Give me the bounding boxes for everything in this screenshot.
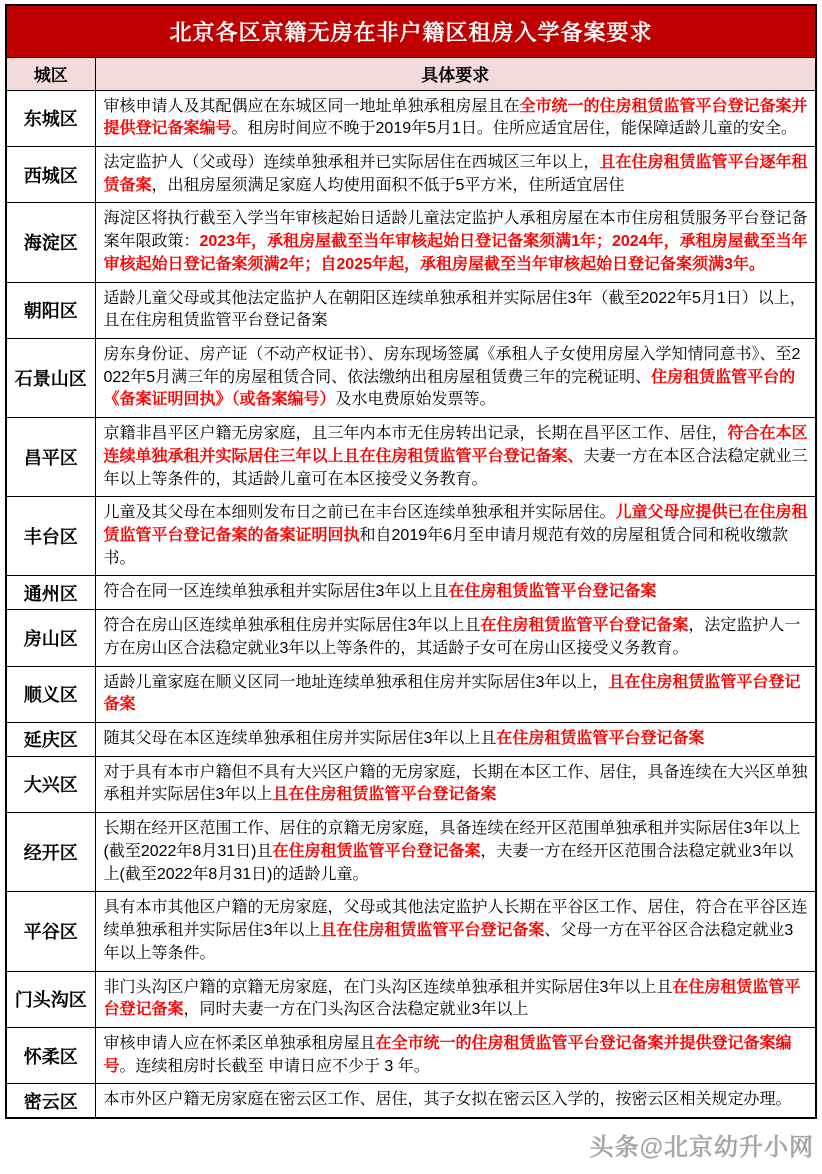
district-cell: 西城区 [6, 146, 95, 202]
district-cell: 怀柔区 [6, 1027, 95, 1083]
table-row [6, 1084, 816, 1118]
requirement-highlight: 符合在本区连续单独承租并实际居住三年以上且在住房租赁监管平台登记备案、 [103, 425, 808, 465]
requirement-highlight: 在住房租赁监管平台登记备案 [103, 978, 801, 1019]
requirement-text: 非门头沟区户籍的京籍无房家庭，在门头沟区连续单独承租并实际居住3年以上且 [103, 978, 673, 996]
title-row [6, 5, 816, 57]
requirement-text: 和自2019年6月至申请月规范有效的房屋租赁合同和税收缴款书。 [103, 527, 789, 567]
table-row [6, 610, 816, 666]
district-cell: 昌平区 [6, 418, 95, 497]
requirement-text: 儿童及其父母在本细则发布日之前已在丰台区连续单独承租并实际居住。 [103, 504, 616, 522]
requirement-text: 审核申请人应在怀柔区单独承租房屋且 [103, 1034, 376, 1052]
requirement-highlight: 且在住房租赁监管平台登记备案 [103, 673, 801, 714]
requirement-text: 海淀区将执行截至入学当年审核起始日适龄儿童法定监护人承租房屋在本市住房租赁服务平台登记备案年限政策： [103, 210, 808, 251]
requirement-cell [95, 90, 816, 146]
requirement-cell [95, 576, 816, 610]
district-cell: 顺义区 [6, 666, 95, 722]
district-cell: 大兴区 [6, 756, 95, 812]
requirement-text: ，夫妻一方在经开区范围合法稳定就业3年以上(截至2022年8月31日)的适龄儿童。 [103, 842, 794, 883]
requirement-text: 及水电费原始发票等。 [335, 391, 496, 409]
table-row [6, 892, 816, 971]
requirement-highlight: 住房租赁监管平台的《备案证明回执》（或备案编号） [103, 368, 796, 409]
table-row [6, 756, 816, 812]
requirement-cell [95, 813, 816, 892]
requirement-text: 符合在房山区连续单独承租住房并实际居住3年以上且 [103, 617, 481, 635]
table-row [6, 723, 816, 757]
requirement-cell [95, 338, 816, 417]
requirement-highlight: 在住房租赁监管平台登记备案 [272, 842, 481, 860]
requirement-cell [95, 892, 816, 971]
table-row [6, 497, 816, 576]
table-row [6, 666, 816, 722]
district-cell: 海淀区 [6, 203, 95, 282]
district-cell: 通州区 [6, 576, 95, 610]
requirement-cell [95, 497, 816, 576]
requirement-highlight: 在住房租赁监管平台登记备案 [448, 583, 657, 601]
district-cell: 东城区 [6, 90, 95, 146]
district-cell: 石景山区 [6, 338, 95, 417]
requirement-text: 审核申请人及其配偶应在东城区同一地址单独承租房屋且在 [103, 97, 520, 115]
requirement-highlight: 在全市统一的住房租赁监管平台登记备案并提供登记备案编号 [103, 1034, 792, 1075]
table-row [6, 203, 816, 282]
requirement-highlight: 儿童父母应提供已在住房租赁监管平台登记备案的备案证明回执 [103, 504, 808, 544]
requirement-text: 长期在经开区范围工作、居住的京籍无房家庭，具备连续在经开区范围单独承租并实际居住3年以上(截至2022年8月31日)且 [103, 820, 801, 860]
requirement-text: 、父母一方在平谷区合法稳定就业3年以上等条件。 [103, 922, 794, 962]
table-row [6, 282, 816, 338]
requirement-text: 适龄儿童家庭在顺义区同一地址连续单独承租住房并实际居住3年以上， [103, 673, 609, 691]
requirement-highlight: 且在住房租赁监管平台登记备案 [272, 786, 497, 804]
requirement-text: 符合在同一区连续单独承租并实际居住3年以上且 [103, 583, 449, 601]
requirement-cell [95, 1084, 816, 1118]
table-row [6, 813, 816, 892]
requirement-cell [95, 610, 816, 666]
district-cell: 房山区 [6, 610, 95, 666]
district-cell: 平谷区 [6, 892, 95, 971]
requirement-cell [95, 418, 816, 497]
table-row [6, 418, 816, 497]
requirement-text: 法定监护人（父或母）连续单独承租并已实际居住在西城区三年以上， [103, 153, 600, 171]
district-cell: 朝阳区 [6, 282, 95, 338]
table-row [6, 338, 816, 417]
requirement-cell [95, 666, 816, 722]
requirement-highlight: 在住房租赁监管平台登记备案 [496, 730, 705, 748]
district-cell: 门头沟区 [6, 971, 95, 1027]
requirement-text: 夫妻一方在本区合法稳定就业三年以上等条件的，其适龄儿童可在本区接受义务教育。 [103, 447, 808, 488]
requirements-table [5, 4, 817, 1119]
requirement-text: 对于具有本市户籍但不具有大兴区户籍的无房家庭，长期在本区工作、居住，具备连续在大兴区单独承租并实际居住3年以上 [103, 763, 808, 804]
requirement-highlight: 且在住房租赁监管平台登记备案 [320, 922, 545, 940]
requirement-text: ，同时夫妻一方在门头沟区合法稳定就业3年以上 [183, 1001, 529, 1019]
table-row [6, 576, 816, 610]
column-header-row [6, 57, 816, 90]
district-column-header: 城区 [6, 57, 95, 90]
district-cell: 经开区 [6, 813, 95, 892]
requirement-cell [95, 723, 816, 757]
requirement-highlight: 在住房租赁监管平台登记备案 [480, 617, 689, 635]
table-row [6, 971, 816, 1027]
requirement-text: 房东身份证、房产证（不动产权证书）、房东现场签属《承租人子女使用房屋入学知情同意书》、至2022年5月满三年的房屋租赁合同、依法缴纳出租房屋租赁费三年的完税证明、 [103, 345, 801, 386]
requirement-highlight: 2023年，承租房屋截至当年审核起始日登记备案须满1年；2024年，承租房屋截至当年审核起始日登记备案须满2年；自2025年起，承租房屋截至当年审核起始日登记备案须满3年。 [103, 233, 808, 273]
table-row [6, 90, 816, 146]
table-row [6, 1027, 816, 1083]
requirement-text: 。租房时间应不晚于2019年5月1日。住所应适宜居住，能保障适龄儿童的安全。 [231, 120, 797, 138]
district-cell: 密云区 [6, 1084, 95, 1118]
requirement-cell [95, 146, 816, 202]
requirement-cell [95, 971, 816, 1027]
requirement-cell [95, 282, 816, 338]
requirement-text: 随其父母在本区连续单独承租住房并实际居住3年以上且 [103, 730, 497, 748]
requirement-text: 适龄儿童父母或其他法定监护人在朝阳区连续单独承租并实际居住3年（截至2022年5月1日）以上，且在住房租赁监管平台登记备案 [103, 289, 806, 330]
requirement-highlight: 且在住房租赁监管平台逐年租赁备案 [103, 153, 808, 194]
requirement-cell [95, 1027, 816, 1083]
requirement-text: 本市外区户籍无房家庭在密云区工作、居住，其子女拟在密云区入学的，按密云区相关规定办理。 [103, 1091, 792, 1109]
table-body [6, 90, 816, 1118]
district-cell: 丰台区 [6, 497, 95, 576]
requirement-cell [95, 756, 816, 812]
requirement-text: 具有本市其他区户籍的无房家庭，父母或其他法定监护人长期在平谷区工作、居住，符合在平谷区连续单独承租并实际居住3年以上 [103, 899, 808, 940]
requirement-cell [95, 203, 816, 282]
watermark: 头条@北京幼升小网 [589, 1134, 814, 1161]
requirement-text: ，法定监护人一方在房山区合法稳定就业3年以上等条件的，其适龄子女可在房山区接受义务教育。 [103, 617, 801, 657]
requirement-text: 京籍非昌平区户籍无房家庭，且三年内本市无住房转出记录，长期在昌平区工作、居住， [103, 425, 728, 443]
district-cell: 延庆区 [6, 723, 95, 757]
requirement-text: ，出租房屋须满足家庭人均使用面积不低于5平方米，住所适宜居住 [151, 176, 625, 194]
table-row [6, 146, 816, 202]
page-title: 北京各区京籍无房在非户籍区租房入学备案要求 [6, 5, 816, 57]
requirement-text: 。连续租房时长截至 申请日应不少于 3 年。 [119, 1057, 430, 1075]
requirement-highlight: 全市统一的住房租赁监管平台登记备案并提供登记备案编号 [103, 97, 808, 138]
requirement-column-header: 具体要求 [95, 57, 816, 90]
